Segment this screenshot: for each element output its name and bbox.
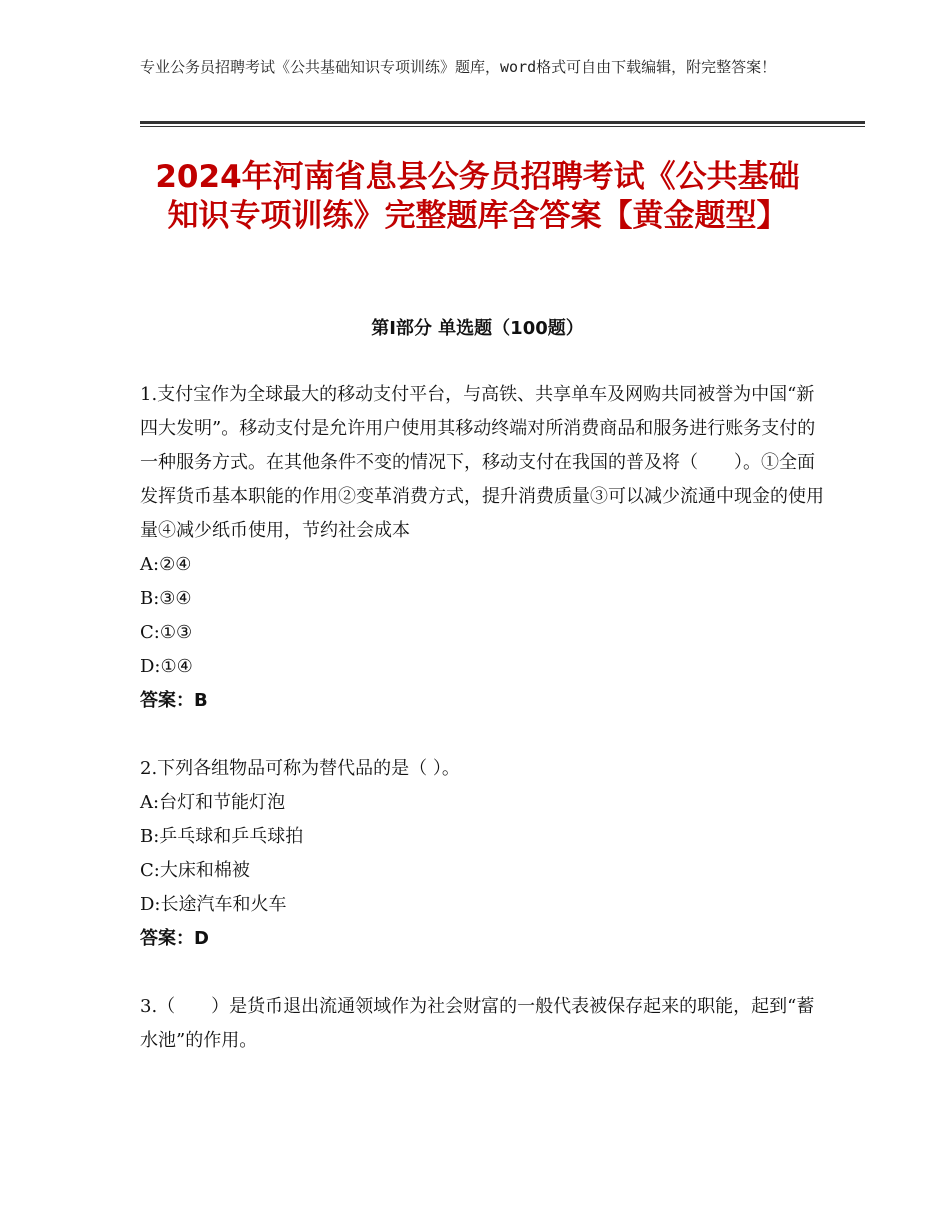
header-note: 专业公务员招聘考试《公共基础知识专项训练》题库，word格式可自由下载编辑，附完整答案！: [140, 58, 777, 76]
option-b: B:③④: [140, 588, 192, 609]
section-heading: 第I部分 单选题（100题）: [371, 318, 584, 339]
question-3: [140, 990, 830, 1058]
question-stem: 2.下列各组物品可称为替代品的是（ ）。: [140, 758, 460, 779]
option-d: D:①④: [140, 656, 193, 677]
option-b: B:乒乓球和乒乓球拍: [140, 826, 304, 847]
answer: 答案：B: [140, 690, 208, 711]
question-stem: 1.支付宝作为全球最大的移动支付平台，与高铁、共享单车及网购共同被誉为中国“新四大发明”。移动支付是允许用户使用其移动终端对所消费商品和服务进行账务支付的一种服务方式。在其他条件不变的情况下，移动支付在我国的普及将（ ）。①全面发挥货币基本职能的作用②变革消费方式，提升消费质量③可以减少流通中现金的使用量④减少纸币使用，节约社会成本: [140, 384, 824, 541]
header-divider-thin: [140, 126, 865, 127]
question-1: [140, 378, 830, 718]
option-d: D:长途汽车和火车: [140, 894, 287, 915]
option-c: C:大床和棉被: [140, 860, 250, 881]
question-2: [140, 752, 830, 956]
question-list: [140, 378, 830, 1092]
option-a: A:台灯和节能灯泡: [140, 792, 286, 813]
option-a: A:②④: [140, 554, 192, 575]
answer: 答案：D: [140, 928, 209, 949]
document-title: 2024年河南省息县公务员招聘考试《公共基础知识专项训练》完整题库含答案【黄金题型】: [155, 159, 800, 234]
question-stem: 3.（ ）是货币退出流通领域作为社会财富的一般代表被保存起来的职能，起到“蓄水池”的作用。: [140, 996, 815, 1051]
option-c: C:①③: [140, 622, 193, 643]
header-divider-thick: [140, 121, 865, 124]
